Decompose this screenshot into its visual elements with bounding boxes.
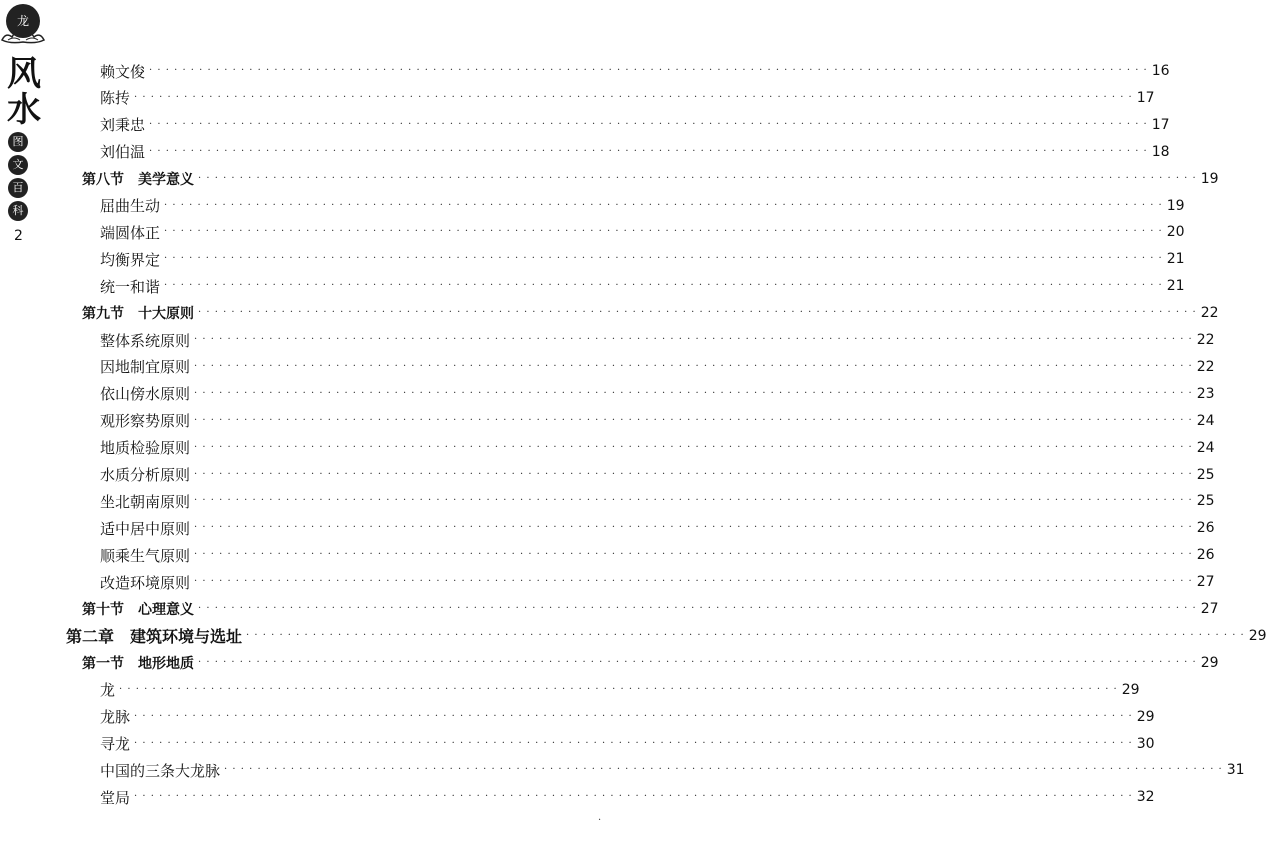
toc-item-row[interactable] xyxy=(100,462,1215,488)
dot-leader: · · · · · · · · · · · · · · · · · · · · · · · · · · · · · · · · · · · · · · · · · · · · · · · · · · · · · · · · · · · · · · · · · · · · · · · · · · · · · · · · · · · · · · · · · · · · · · · · · · · · · · · · · · · · · · · · · · · · · · · · xyxy=(149,145,1148,157)
dot-leader: · · · · · · · · · · · · · · · · · · · · · · · · · · · · · · · · · · · · · · · · · · · · · · · · · · · · · · · · · · · · · · · · · · · · · · · · · · · · · · · · · · · · · · · · · · · · · · · · · · · · · · · · · · · · · · · · · · · · · · · · xyxy=(134,737,1133,749)
toc-entry-label: 整体系统原则 xyxy=(100,331,191,350)
dot-leader: · · · · · · · · · · · · · · · · · · · · · · · · · · · · · · · · · · · · · · · · · · · · · · · · · · · · · · · · · · · · · · · · · · · · · · · · · · · · · · · · · · · · · · · · · · · · · · · · · · · · · · · · · · · · · · · · · · · · · · · · xyxy=(194,360,1193,372)
toc-page-number: 17 xyxy=(1136,89,1155,106)
toc-item-row[interactable] xyxy=(100,784,1155,810)
toc-entry-label: 均衡界定 xyxy=(100,250,161,269)
toc-item-row[interactable] xyxy=(100,273,1185,299)
dot-leader: · · · · · · · · · · · · · · · · · · · · · · · · · · · · · · · · · · · · · · · · · · · · · · · · · · · · · · · · · · · · · · · · · · · · · · · · · · · · · · · · · · · · · · · · · · · · · · · · · · · · · · · · · · · · · · · · · · · · · · · · xyxy=(194,414,1193,426)
subtitle-seal: 文 xyxy=(8,155,28,175)
dot-leader: · · · · · · · · · · · · · · · · · · · · · · · · · · · · · · · · · · · · · · · · · · · · · · · · · · · · · · · · · · · · · · · · · · · · · · · · · · · · · · · · · · · · · · · · · · · · · · · · · · · · · · · · · · · · · · · · · · · · · · · · xyxy=(164,280,1163,292)
dot-leader: · · · · · · · · · · · · · · · · · · · · · · · · · · · · · · · · · · · · · · · · · · · · · · · · · · · · · · · · · · · · · · · · · · · · · · · · · · · · · · · · · · · · · · · · · · · · · · · · · · · · · · · · · · · · · · · · · · · · · · · · xyxy=(149,118,1148,130)
dot-leader: · · · · · · · · · · · · · · · · · · · · · · · · · · · · · · · · · · · · · · · · · · · · · · · · · · · · · · · · · · · · · · · · · · · · · · · · · · · · · · · · · · · · · · · · · · · · · · · · · · · · · · · · · · · · · · · · · · · · · · · · xyxy=(246,629,1245,641)
toc-item-row[interactable] xyxy=(100,354,1215,380)
toc-entry-label: 统一和谐 xyxy=(100,277,161,296)
toc-page-number: 31 xyxy=(1226,762,1245,779)
toc-item-row[interactable] xyxy=(100,246,1185,272)
toc-entry-label: 改造环境原则 xyxy=(100,573,191,592)
stray-mark: · xyxy=(598,815,602,826)
toc-page-number: 29 xyxy=(1248,627,1267,644)
toc-entry-label: 第一节 地形地质 xyxy=(82,655,194,672)
toc-page-number: 24 xyxy=(1196,439,1215,456)
toc-section-row[interactable] xyxy=(82,650,1219,676)
toc-entry-label: 第八节 美学意义 xyxy=(82,171,194,188)
page-number: 2 xyxy=(14,228,23,244)
toc-entry-label: 观形察势原则 xyxy=(100,412,191,431)
dot-leader: · · · · · · · · · · · · · · · · · · · · · · · · · · · · · · · · · · · · · · · · · · · · · · · · · · · · · · · · · · · · · · · · · · · · · · · · · · · · · · · · · · · · · · · · · · · · · · · · · · · · · · · · · · · · · · · · · · · · · · · · xyxy=(224,764,1223,776)
toc-entry-label: 刘伯温 xyxy=(100,143,146,162)
toc-page-number: 29 xyxy=(1200,654,1219,671)
toc-chapter-row[interactable] xyxy=(66,623,1267,649)
book-title xyxy=(4,56,44,128)
toc-entry-label: 屈曲生动 xyxy=(100,197,161,215)
dot-leader: · · · · · · · · · · · · · · · · · · · · · · · · · · · · · · · · · · · · · · · · · · · · · · · · · · · · · · · · · · · · · · · · · · · · · · · · · · · · · · · · · · · · · · · · · · · · · · · · · · · · · · · · · · · · · · · · · · · · · · · · xyxy=(119,683,1118,695)
dot-leader: · · · · · · · · · · · · · · · · · · · · · · · · · · · · · · · · · · · · · · · · · · · · · · · · · · · · · · · · · · · · · · · · · · · · · · · · · · · · · · · · · · · · · · · · · · · · · · · · · · · · · · · · · · · · · · · · · · · · · · · · xyxy=(134,710,1133,722)
toc-page-number: 20 xyxy=(1166,224,1185,241)
toc-page-number: 19 xyxy=(1166,197,1185,214)
toc-page-number: 16 xyxy=(1151,63,1170,79)
toc-entry-label: 刘秉忠 xyxy=(100,116,146,135)
toc-page-number: 21 xyxy=(1166,278,1185,295)
toc-page-number: 18 xyxy=(1151,143,1170,160)
toc-item-row[interactable] xyxy=(100,677,1140,703)
toc-page-number: 32 xyxy=(1136,789,1155,806)
toc-entry-label: 地质检验原则 xyxy=(100,439,191,458)
toc-item-row[interactable] xyxy=(100,112,1170,138)
toc-entry-label: 堂局 xyxy=(100,788,131,807)
book-subtitle-seals xyxy=(8,132,30,224)
toc-entry-label: 第二章 建筑环境与选址 xyxy=(66,627,243,647)
dot-leader: · · · · · · · · · · · · · · · · · · · · · · · · · · · · · · · · · · · · · · · · · · · · · · · · · · · · · · · · · · · · · · · · · · · · · · · · · · · · · · · · · · · · · · · · · · · · · · · · · · · · · · · · · · · · · · · · · · · · · · · · xyxy=(164,199,1163,211)
toc-item-row[interactable] xyxy=(100,704,1155,730)
toc-page-number: 25 xyxy=(1196,466,1215,483)
dot-leader: · · · · · · · · · · · · · · · · · · · · · · · · · · · · · · · · · · · · · · · · · · · · · · · · · · · · · · · · · · · · · · · · · · · · · · · · · · · · · · · · · · · · · · · · · · · · · · · · · · · · · · · · · · · · · · · · · · · · · · · · xyxy=(194,495,1193,507)
toc-page-number: 27 xyxy=(1200,601,1219,617)
toc-section-row[interactable] xyxy=(82,300,1219,326)
dot-leader: · · · · · · · · · · · · · · · · · · · · · · · · · · · · · · · · · · · · · · · · · · · · · · · · · · · · · · · · · · · · · · · · · · · · · · · · · · · · · · · · · · · · · · · · · · · · · · · · · · · · · · · · · · · · · · · · · · · · · · · · xyxy=(194,468,1193,480)
toc-item-row[interactable] xyxy=(100,219,1185,245)
subtitle-seal: 图 xyxy=(8,132,28,152)
dot-leader: · · · · · · · · · · · · · · · · · · · · · · · · · · · · · · · · · · · · · · · · · · · · · · · · · · · · · · · · · · · · · · · · · · · · · · · · · · · · · · · · · · · · · · · · · · · · · · · · · · · · · · · · · · · · · · · · · · · · · · · · xyxy=(198,172,1197,184)
toc-entry-label: 坐北朝南原则 xyxy=(100,492,191,511)
toc-item-row[interactable] xyxy=(100,757,1245,783)
toc-item-row[interactable] xyxy=(100,515,1215,541)
toc-page-number: 26 xyxy=(1196,520,1215,537)
toc-entry-label: 水质分析原则 xyxy=(100,466,191,484)
toc-item-row[interactable] xyxy=(100,542,1215,568)
toc-section-row[interactable] xyxy=(82,596,1219,622)
book-title-char-1: 风 xyxy=(7,54,41,94)
toc-item-row[interactable] xyxy=(100,731,1155,757)
toc-item-row[interactable] xyxy=(100,193,1185,219)
dot-leader: · · · · · · · · · · · · · · · · · · · · · · · · · · · · · · · · · · · · · · · · · · · · · · · · · · · · · · · · · · · · · · · · · · · · · · · · · · · · · · · · · · · · · · · · · · · · · · · · · · · · · · · · · · · · · · · · · · · · · · · · xyxy=(194,334,1193,345)
toc-item-row[interactable] xyxy=(100,381,1215,407)
toc-item-row[interactable] xyxy=(100,435,1215,461)
toc-entry-label: 依山傍水原则 xyxy=(100,385,191,404)
toc-item-row[interactable] xyxy=(100,327,1215,353)
toc-page-number: 24 xyxy=(1196,412,1215,429)
dot-leader: · · · · · · · · · · · · · · · · · · · · · · · · · · · · · · · · · · · · · · · · · · · · · · · · · · · · · · · · · · · · · · · · · · · · · · · · · · · · · · · · · · · · · · · · · · · · · · · · · · · · · · · · · · · · · · · · · · · · · · · · xyxy=(198,307,1197,319)
toc-entry-label: 龙 xyxy=(100,681,116,700)
toc-entry-label: 端圆体正 xyxy=(100,223,161,242)
toc-item-row[interactable] xyxy=(100,488,1215,514)
toc-entry-label: 第九节 十大原则 xyxy=(82,306,194,323)
toc-entry-label: 适中居中原则 xyxy=(100,519,191,538)
toc-item-row[interactable] xyxy=(100,139,1170,165)
toc-entry-label: 顺乘生气原则 xyxy=(100,546,191,565)
toc-page-number: 22 xyxy=(1200,305,1219,322)
toc-page-number: 23 xyxy=(1196,385,1215,402)
toc-page-number: 21 xyxy=(1166,251,1185,268)
subtitle-seal: 百 xyxy=(8,178,28,198)
toc-item-row[interactable] xyxy=(100,58,1170,84)
toc-entry-label: 陈抟 xyxy=(100,89,131,108)
toc-page-number: 29 xyxy=(1136,708,1155,725)
toc-entry-label: 中国的三条大龙脉 xyxy=(100,761,221,780)
dot-leader: · · · · · · · · · · · · · · · · · · · · · · · · · · · · · · · · · · · · · · · · · · · · · · · · · · · · · · · · · · · · · · · · · · · · · · · · · · · · · · · · · · · · · · · · · · · · · · · · · · · · · · · · · · · · · · · · · · · · · · · · xyxy=(194,576,1193,588)
dot-leader: · · · · · · · · · · · · · · · · · · · · · · · · · · · · · · · · · · · · · · · · · · · · · · · · · · · · · · · · · · · · · · · · · · · · · · · · · · · · · · · · · · · · · · · · · · · · · · · · · · · · · · · · · · · · · · · · · · · · · · · · xyxy=(198,603,1197,614)
toc-page-number: 30 xyxy=(1136,735,1155,752)
toc-page-number: 26 xyxy=(1196,547,1215,564)
dot-leader: · · · · · · · · · · · · · · · · · · · · · · · · · · · · · · · · · · · · · · · · · · · · · · · · · · · · · · · · · · · · · · · · · · · · · · · · · · · · · · · · · · · · · · · · · · · · · · · · · · · · · · · · · · · · · · · · · · · · · · · · xyxy=(164,253,1163,265)
dot-leader: · · · · · · · · · · · · · · · · · · · · · · · · · · · · · · · · · · · · · · · · · · · · · · · · · · · · · · · · · · · · · · · · · · · · · · · · · · · · · · · · · · · · · · · · · · · · · · · · · · · · · · · · · · · · · · · · · · · · · · · · xyxy=(194,387,1193,399)
dot-leader: · · · · · · · · · · · · · · · · · · · · · · · · · · · · · · · · · · · · · · · · · · · · · · · · · · · · · · · · · · · · · · · · · · · · · · · · · · · · · · · · · · · · · · · · · · · · · · · · · · · · · · · · · · · · · · · · · · · · · · · · xyxy=(194,522,1193,534)
logo-char: 龙 xyxy=(16,14,29,28)
dot-leader: · · · · · · · · · · · · · · · · · · · · · · · · · · · · · · · · · · · · · · · · · · · · · · · · · · · · · · · · · · · · · · · · · · · · · · · · · · · · · · · · · · · · · · · · · · · · · · · · · · · · · · · · · · · · · · · · · · · · · · · · xyxy=(149,65,1148,76)
toc-entry-label: 龙脉 xyxy=(100,708,131,727)
dot-leader: · · · · · · · · · · · · · · · · · · · · · · · · · · · · · · · · · · · · · · · · · · · · · · · · · · · · · · · · · · · · · · · · · · · · · · · · · · · · · · · · · · · · · · · · · · · · · · · · · · · · · · · · · · · · · · · · · · · · · · · · xyxy=(164,226,1163,238)
toc-entry-label: 因地制宜原则 xyxy=(100,358,191,377)
toc-page-number: 17 xyxy=(1151,116,1170,133)
toc-page-number: 27 xyxy=(1196,574,1215,591)
subtitle-seal: 科 xyxy=(8,201,28,221)
book-title-char-2: 水 xyxy=(7,90,41,130)
toc-item-row[interactable] xyxy=(100,85,1155,111)
dot-leader: · · · · · · · · · · · · · · · · · · · · · · · · · · · · · · · · · · · · · · · · · · · · · · · · · · · · · · · · · · · · · · · · · · · · · · · · · · · · · · · · · · · · · · · · · · · · · · · · · · · · · · · · · · · · · · · · · · · · · · · · xyxy=(194,441,1193,453)
toc-entry-label: 赖文俊 xyxy=(100,62,146,81)
dot-leader: · · · · · · · · · · · · · · · · · · · · · · · · · · · · · · · · · · · · · · · · · · · · · · · · · · · · · · · · · · · · · · · · · · · · · · · · · · · · · · · · · · · · · · · · · · · · · · · · · · · · · · · · · · · · · · · · · · · · · · · · xyxy=(194,549,1193,561)
dot-leader: · · · · · · · · · · · · · · · · · · · · · · · · · · · · · · · · · · · · · · · · · · · · · · · · · · · · · · · · · · · · · · · · · · · · · · · · · · · · · · · · · · · · · · · · · · · · · · · · · · · · · · · · · · · · · · · · · · · · · · · · xyxy=(198,656,1197,668)
toc-page-number: 22 xyxy=(1196,358,1215,375)
toc-page-number: 25 xyxy=(1196,493,1215,510)
cloud-ornament-icon xyxy=(0,26,46,46)
toc-page-number: 19 xyxy=(1200,170,1219,187)
dot-leader: · · · · · · · · · · · · · · · · · · · · · · · · · · · · · · · · · · · · · · · · · · · · · · · · · · · · · · · · · · · · · · · · · · · · · · · · · · · · · · · · · · · · · · · · · · · · · · · · · · · · · · · · · · · · · · · · · · · · · · · · xyxy=(134,791,1133,803)
dot-leader: · · · · · · · · · · · · · · · · · · · · · · · · · · · · · · · · · · · · · · · · · · · · · · · · · · · · · · · · · · · · · · · · · · · · · · · · · · · · · · · · · · · · · · · · · · · · · · · · · · · · · · · · · · · · · · · · · · · · · · · · xyxy=(134,91,1133,103)
toc-entry-label: 寻龙 xyxy=(100,735,131,753)
toc-section-row[interactable] xyxy=(82,166,1219,192)
toc-item-row[interactable] xyxy=(100,569,1215,595)
toc-entry-label: 第十节 心理意义 xyxy=(82,602,194,618)
toc-item-row[interactable] xyxy=(100,408,1215,434)
book-sidebar xyxy=(0,0,48,260)
toc-page-number: 29 xyxy=(1121,681,1140,698)
toc-page-number: 22 xyxy=(1196,332,1215,348)
